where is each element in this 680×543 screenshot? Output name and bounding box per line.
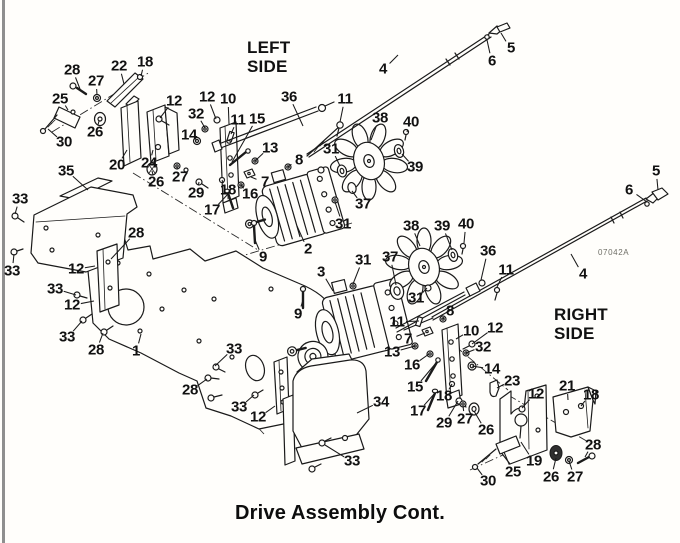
callout-22: 22 — [110, 57, 128, 75]
callout-6: 6 — [624, 181, 634, 199]
callout-33: 33 — [230, 398, 248, 416]
callout-18: 18 — [219, 181, 237, 199]
right-side-label: RIGHT SIDE — [554, 305, 608, 344]
callout-3: 3 — [316, 263, 326, 281]
callout-11: 11 — [230, 111, 246, 129]
callout-20: 20 — [108, 156, 126, 174]
callout-12: 12 — [165, 92, 183, 110]
callout-26: 26 — [147, 173, 165, 191]
callout-33: 33 — [11, 190, 29, 208]
callout-11: 11 — [337, 90, 353, 108]
callout-5: 5 — [651, 162, 661, 180]
callout-2: 2 — [303, 240, 313, 258]
callout-4: 4 — [378, 60, 388, 78]
callout-12: 12 — [486, 319, 504, 337]
callout-12: 12 — [198, 88, 216, 106]
callout-5: 5 — [506, 39, 516, 57]
callout-8: 8 — [445, 302, 455, 320]
callout-26: 26 — [542, 468, 560, 486]
callout-32: 32 — [187, 105, 205, 123]
callout-16: 16 — [403, 356, 421, 374]
callout-27: 27 — [566, 468, 584, 486]
callout-28: 28 — [584, 436, 602, 454]
callout-1: 1 — [131, 342, 141, 360]
callout-28: 28 — [87, 341, 105, 359]
left-side-label: LEFT SIDE — [247, 38, 291, 77]
callout-26: 26 — [477, 421, 495, 439]
callout-9: 9 — [258, 248, 268, 266]
callout-10: 10 — [219, 90, 237, 108]
callout-27: 27 — [171, 168, 189, 186]
callout-33: 33 — [3, 262, 21, 280]
callout-10: 10 — [462, 322, 480, 340]
callout-36: 36 — [280, 88, 298, 106]
callout-7: 7 — [403, 330, 413, 348]
callout-31: 31 — [354, 251, 372, 269]
callout-18: 18 — [136, 53, 154, 71]
callout-26: 26 — [86, 123, 104, 141]
callout-12: 12 — [249, 408, 267, 426]
callout-33: 33 — [343, 452, 361, 470]
callout-31: 31 — [322, 140, 340, 158]
callout-37: 37 — [354, 195, 372, 213]
callout-24: 24 — [140, 154, 158, 172]
callout-31: 31 — [334, 215, 352, 233]
callout-11: 11 — [498, 261, 514, 279]
callout-13: 13 — [261, 139, 279, 157]
callout-4: 4 — [578, 265, 588, 283]
callout-37: 37 — [381, 248, 399, 266]
diagram-ref-code: 07042A — [598, 248, 630, 257]
callout-16: 16 — [241, 185, 259, 203]
callout-39: 39 — [433, 217, 451, 235]
callout-9: 9 — [293, 305, 303, 323]
callout-33: 33 — [46, 280, 64, 298]
callout-17: 17 — [409, 402, 427, 420]
callout-14: 14 — [483, 360, 501, 378]
callout-12: 12 — [67, 260, 85, 278]
callout-15: 15 — [406, 378, 424, 396]
callout-33: 33 — [58, 328, 76, 346]
callout-33: 33 — [225, 340, 243, 358]
callout-30: 30 — [479, 472, 497, 490]
callout-17: 17 — [203, 201, 221, 219]
callout-13: 13 — [383, 343, 401, 361]
callout-28: 28 — [63, 61, 81, 79]
callout-36: 36 — [479, 242, 497, 260]
callout-40: 40 — [402, 113, 420, 131]
callout-12: 12 — [527, 385, 545, 403]
callout-18: 18 — [582, 386, 600, 404]
callout-21: 21 — [558, 377, 576, 395]
diagram-title: Drive Assembly Cont. — [235, 502, 445, 524]
bracket-35 — [31, 178, 137, 272]
callout-27: 27 — [87, 72, 105, 90]
callout-12: 12 — [63, 296, 81, 314]
callout-27: 27 — [456, 410, 474, 428]
callout-15: 15 — [248, 110, 266, 128]
callout-35: 35 — [57, 162, 75, 180]
callout-40: 40 — [457, 215, 475, 233]
callout-6: 6 — [487, 52, 497, 70]
callout-29: 29 — [435, 414, 453, 432]
callout-11: 11 — [389, 313, 405, 331]
callout-29: 29 — [187, 184, 205, 202]
callout-25: 25 — [504, 463, 522, 481]
callout-28: 28 — [127, 224, 145, 242]
callout-38: 38 — [402, 217, 420, 235]
cable-assembly-25 — [41, 107, 81, 134]
callout-31: 31 — [407, 289, 425, 307]
washer-27-upper-left — [94, 95, 101, 102]
callout-23: 23 — [503, 372, 521, 390]
callout-32: 32 — [474, 338, 492, 356]
callout-34: 34 — [372, 393, 390, 411]
callout-28: 28 — [181, 381, 199, 399]
callout-25: 25 — [51, 90, 69, 108]
callout-30: 30 — [55, 133, 73, 151]
callout-7: 7 — [260, 173, 270, 191]
callout-39: 39 — [406, 158, 424, 176]
callout-38: 38 — [371, 109, 389, 127]
callout-8: 8 — [294, 151, 304, 169]
callout-14: 14 — [180, 126, 198, 144]
callout-19: 19 — [525, 452, 543, 470]
callout-18: 18 — [435, 387, 453, 405]
